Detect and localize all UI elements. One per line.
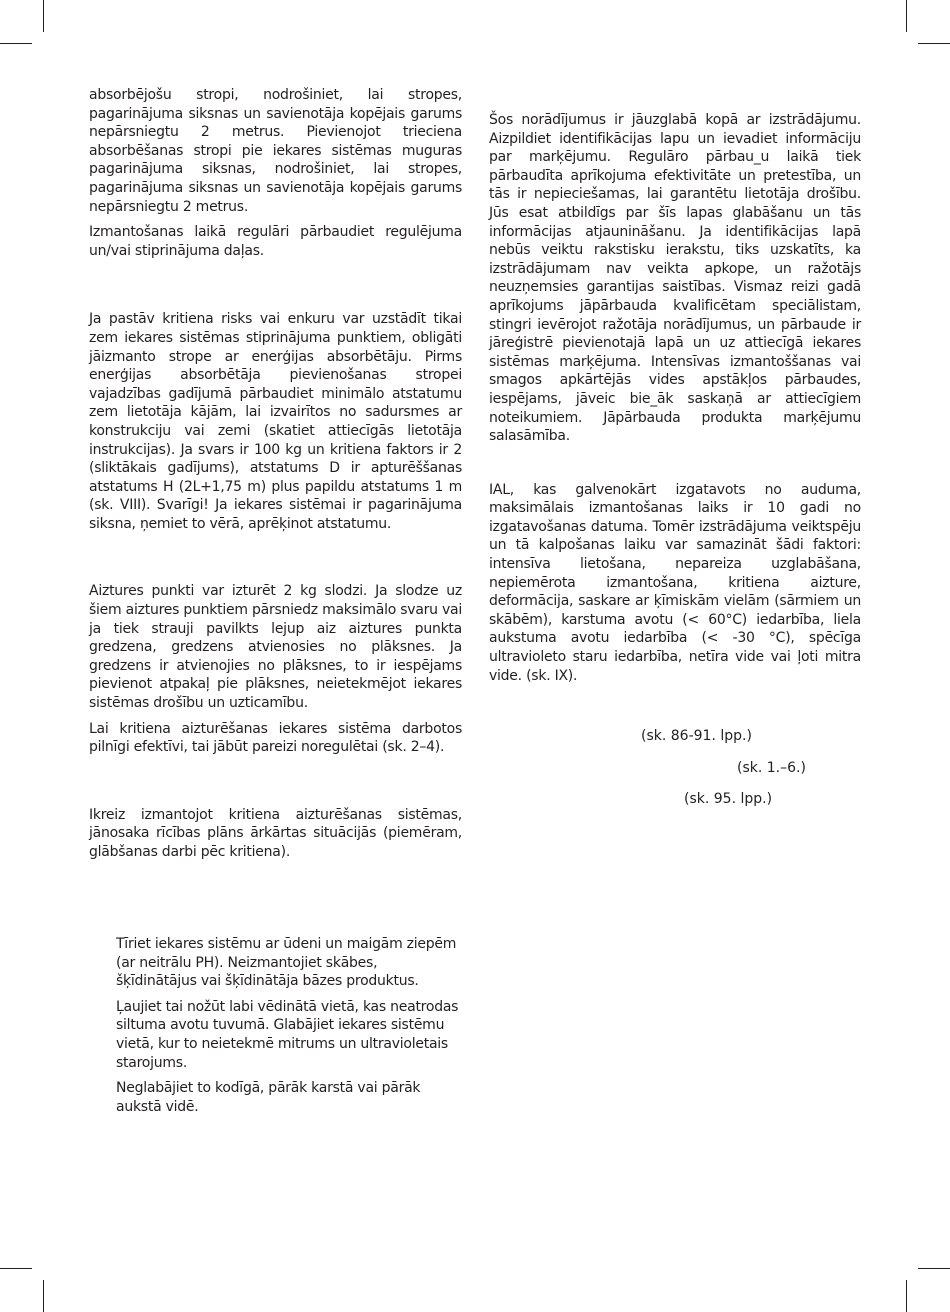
paragraph-rescue-plan: Ikreiz izmantojot kritiena aizturēšanas sistēmas, jānosaka rīcības plāns ārkārtas situācijās (piemēram, glābšanas darbi pēc kritiena).: [89, 806, 462, 860]
crop-mark: [906, 1280, 907, 1312]
paragraph-clearance: Ja pastāv kritiena risks vai enkuru var uzstādīt tikai zem iekares sistēmas stiprinājuma punktiem, obligāti jāizmanto strope ar enerģijas absorbētāju. Pirms enerģijas absorbētāja pievienošanas stropei vajadzības gadījumā pārbaudiet minimālo atstatumu zem lietotāja kājām, lai izvairītos no sadursmes ar konstrukciju vai zemi (skatiet attiecīgās lietotāja instrukcijas). Ja svars ir 100 kg un kritiena faktors ir 2 (sliktākais gadījums), atstatums D ir apturēššanas atstatums H (2L+1,75 m) plus papildu atstatums 1 m (sk. VIII). Svarīgi! Ja iekares sistēmai ir pagarinājuma siksna, ņemiet to vērā, aprēķinot atstatumu.: [89, 311, 462, 532]
right-column: [489, 111, 861, 685]
crop-mark: [43, 0, 44, 32]
crop-mark: [906, 0, 907, 32]
paragraph-adjustment-check: Izmantošanas laikā regulāri pārbaudiet regulējuma un/vai stiprinājuma daļas.: [89, 224, 462, 259]
page-reference: (sk. 95. lpp.): [684, 791, 773, 807]
left-column: [89, 86, 462, 862]
paragraph-adjustment-efficiency: Lai kritiena aizturēšanas iekares sistēma darbotos pilnīgi efektīvi, tai jābūt pareizi noregulētai (sk. 2–4).: [89, 720, 462, 756]
crop-mark: [0, 1268, 32, 1269]
page-reference: (sk. 1.–6.): [737, 760, 806, 776]
paragraph-drying-storage: Ļaujiet tai nožūt labi vēdinātā vietā, kas neatrodas siltuma avotu tuvumā. Glabājiet iekares sistēmu vietā, kur to neietekmē mitrums un ultravioletais starojums.: [116, 998, 459, 1071]
crop-mark: [918, 43, 950, 44]
care-storage-section: [116, 935, 462, 1116]
paragraph-lanyard-length: absorbējošu stropi, nodrošiniet, lai stropes, pagarinājuma siksnas un savienotāja kopējais garums nepārsniegtu 2 metrus. Pievienojot trieciena absorbēšanas stropi pie iekares sistēmas muguras pagarinājuma siksnas, nodrošiniet, lai stropes, pagarinājuma siksnas un savienotāja kopējais garums nepārsniegtu 2 metrus.: [89, 87, 462, 215]
crop-mark: [0, 43, 32, 44]
crop-mark: [43, 1280, 44, 1312]
paragraph-cleaning: Tīriet iekares sistēmu ar ūdeni un maigām ziepēm (ar neitrālu PH). Neizmantojiet skābes, šķīdinātājus vai šķīdinātāja bāzes produktus.: [116, 936, 457, 990]
paragraph-inspection: Šos norādījumus ir jāuzglabā kopā ar izstrādājumu. Aizpildiet identifikācijas lapu un ievadiet informāciju par marķējumu. Regulāro pārbau_u laikā tiek pārbaudīta aprīkojuma efektivitāte un pretestība, un tās ir nepieciešamas, lai garantētu lietotāja drošību. Jūs esat atbildīgs par šīs lapas glabāšanu un tās informācijas atjaunināšanu. Ja identifikācijas lapā nebūs veiktu rakstisku ierakstu, tiks uzskatīts, ka izstrādājumam nav veikta apkope, un ražotājs neuzņemsies garantijas saistības. Vismaz reizi gadā aprīkojums jāpārbauda kvalificētam speciālistam, stingri ievērojot ražotāja norādījumus, un pārbaude ir jāreģistrē pievienotajā lapā un uz attiecīgā iekares sistēmas marķējuma. Intensīvas izmantoššanas vai smagos apkārtējās vides apstākļos pārbaudes, iespējams, jāveic bie_āk saskaņā ar attiecīgiem noteikumiem. Jāpārbauda produkta marķējumu salasāmība.: [489, 112, 861, 445]
page-reference: (sk. 86-91. lpp.): [641, 728, 752, 744]
paragraph-lifetime: IAL, kas galvenokārt izgatavots no auduma, maksimālais izmantošanas laiks ir 10 gadi no izgatavošanas datuma. Tomēr izstrādājuma veiktspēju un tā kalpošanas laiku var samazināt šādi faktori: intensīva lietošana, nepareiza uzglabāšana, nepiemērota izmantošana, kritiena aizture, deformācija, saskare ar ķīmiskām vielām (sārmiem un skābēm), karstuma avotu (< 60°C) iedarbība, liela aukstuma avotu iedarbība (< -30 °C), spēcīga ultravioleto staru iedarbība, netīra vide vai ļoti mitra vide. (sk. IX).: [489, 481, 861, 684]
paragraph-environment: Neglabājiet to kodīgā, pārāk karstā vai pārāk aukstā vidē.: [116, 1080, 421, 1115]
paragraph-retaining-points: Aiztures punkti var izturēt 2 kg slodzi. Ja slodze uz šiem aiztures punktiem pārsniedz maksimālo svaru vai ja tiek strauji pavilkts lejup aiz aiztures punkta gredzena, gredzens atvienosies no plāksnes. Ja gredzens ir atvienojies no plāksnes, to ir iespējams pievienot atpakaļ pie plāksnes, neietekmējot iekares sistēmas drošību un uzticamību.: [89, 583, 462, 712]
crop-mark: [918, 1268, 950, 1269]
